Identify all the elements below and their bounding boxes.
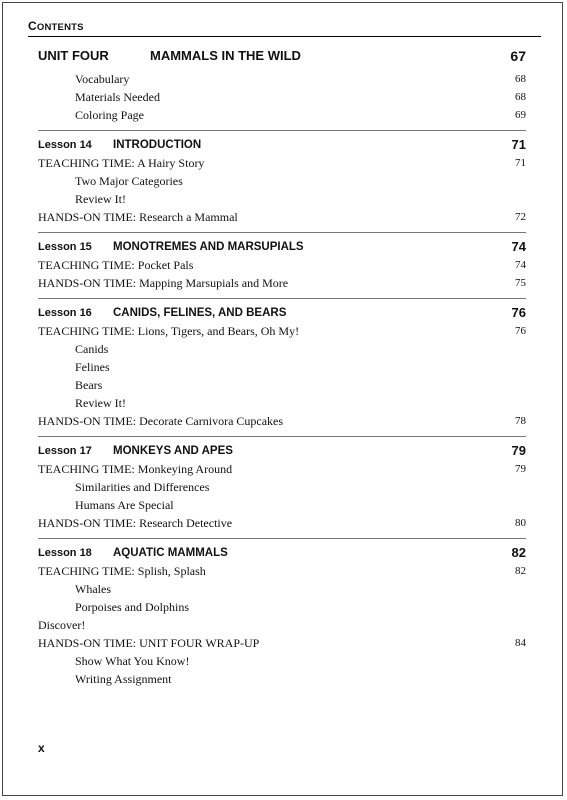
toc-entry [38,208,526,226]
toc-entry [38,154,526,172]
toc-entry [38,598,526,616]
toc-entry [38,88,526,106]
lesson-title: CANIDS, FELINES, AND BEARS [113,307,287,319]
lesson-label: Lesson 17 [38,445,92,457]
toc-entry-text: TEACHING TIME: Pocket Pals [38,258,194,272]
toc-entry-text: HANDS-ON TIME: Research Detective [38,516,233,530]
toc-entry [38,496,526,514]
lesson-label: Lesson 18 [38,547,92,559]
toc-entry-page: 80 [515,517,526,529]
toc-entry-text: Materials Needed [75,90,160,104]
lesson-heading [38,544,526,562]
toc-entry-page: 76 [515,325,526,337]
lesson-title: MONOTREMES AND MARSUPIALS [113,241,304,253]
toc-entry-text: Canids [75,342,109,356]
toc-entry-text: Review It! [75,192,126,206]
toc-entry-text: HANDS-ON TIME: UNIT FOUR WRAP-UP [38,636,260,650]
header-rule [28,36,541,37]
toc-entry [38,106,526,124]
toc-entry-text: Coloring Page [75,108,144,122]
toc-entry [38,478,526,496]
toc-entry [38,274,526,292]
toc-entry-page: 82 [515,565,526,577]
toc-entry [38,562,526,580]
section-divider [38,130,526,131]
toc-entry-page: 79 [515,463,526,475]
unit-heading [38,44,526,68]
toc-entry-page: 74 [515,259,526,271]
lesson-heading [38,238,526,256]
table-of-contents [38,44,526,688]
lesson-list [38,130,526,688]
toc-entry-page: 68 [515,73,526,85]
unit-label: UNIT FOUR [38,48,109,63]
toc-entry-text: Felines [75,360,110,374]
toc-entry-page: 68 [515,91,526,103]
toc-entry-page: 69 [515,109,526,121]
lesson-page: 76 [511,305,526,320]
toc-entry-page: 75 [515,277,526,289]
header-initial: C [28,19,37,33]
lesson-heading [38,136,526,154]
toc-entry [38,322,526,340]
unit-title: MAMMALS IN THE WILD [150,48,301,63]
toc-entry-text: Two Major Categories [75,174,183,188]
toc-entry [38,412,526,430]
toc-entry [38,394,526,412]
toc-entry [38,652,526,670]
toc-entry [38,514,526,532]
toc-entry-text: HANDS-ON TIME: Decorate Carnivora Cupcakes [38,414,284,428]
toc-entry-text: Whales [75,582,111,596]
toc-entry-text: TEACHING TIME: Splish, Splash [38,564,206,578]
toc-entry-text: Writing Assignment [75,672,172,686]
toc-entry-text: TEACHING TIME: A Hairy Story [38,156,205,170]
toc-entry-text: HANDS-ON TIME: Mapping Marsupials and More [38,276,289,290]
toc-entry-page: 71 [515,157,526,169]
toc-entry-text: Review It! [75,396,126,410]
page-number: x [38,741,45,755]
unit-item-list [38,70,526,124]
toc-entry [38,670,526,688]
lesson-page: 74 [511,239,526,254]
header-rest: ONTENTS [36,22,84,33]
toc-entry [38,634,526,652]
toc-entry [38,70,526,88]
lesson-label: Lesson 15 [38,241,92,253]
toc-entry [38,172,526,190]
toc-entry-text: HANDS-ON TIME: Research a Mammal [38,210,238,224]
section-divider [38,436,526,437]
toc-entry-page: 84 [515,637,526,649]
toc-entry-text: Vocabulary [75,72,130,86]
section-divider [38,298,526,299]
lesson-heading [38,442,526,460]
toc-entry [38,340,526,358]
toc-entry [38,376,526,394]
toc-entry-page: 72 [515,211,526,223]
toc-entry [38,580,526,598]
running-header [28,19,84,33]
unit-page: 67 [510,48,526,64]
toc-entry [38,358,526,376]
lesson-title: INTRODUCTION [113,139,202,151]
toc-entry [38,256,526,274]
section-divider [38,232,526,233]
lesson-label: Lesson 16 [38,307,92,319]
section-divider [38,538,526,539]
toc-entry-text: Humans Are Special [75,498,174,512]
toc-entry-text: Porpoises and Dolphins [75,600,189,614]
toc-entry-text: Show What You Know! [75,654,190,668]
lesson-title: MONKEYS AND APES [113,445,233,457]
toc-entry-text: TEACHING TIME: Lions, Tigers, and Bears, Oh My! [38,324,300,338]
toc-entry-text: Bears [75,378,103,392]
lesson-page: 82 [511,545,526,560]
lesson-page: 71 [511,137,526,152]
toc-entry-page: 78 [515,415,526,427]
toc-entry [38,616,526,634]
lesson-heading [38,304,526,322]
toc-entry [38,190,526,208]
toc-entry [38,460,526,478]
toc-entry-text: Similarities and Differences [75,480,210,494]
lesson-label: Lesson 14 [38,139,92,151]
lesson-title: AQUATIC MAMMALS [113,547,228,559]
lesson-page: 79 [511,443,526,458]
toc-entry-text: Discover! [38,618,86,632]
toc-entry-text: TEACHING TIME: Monkeying Around [38,462,233,476]
